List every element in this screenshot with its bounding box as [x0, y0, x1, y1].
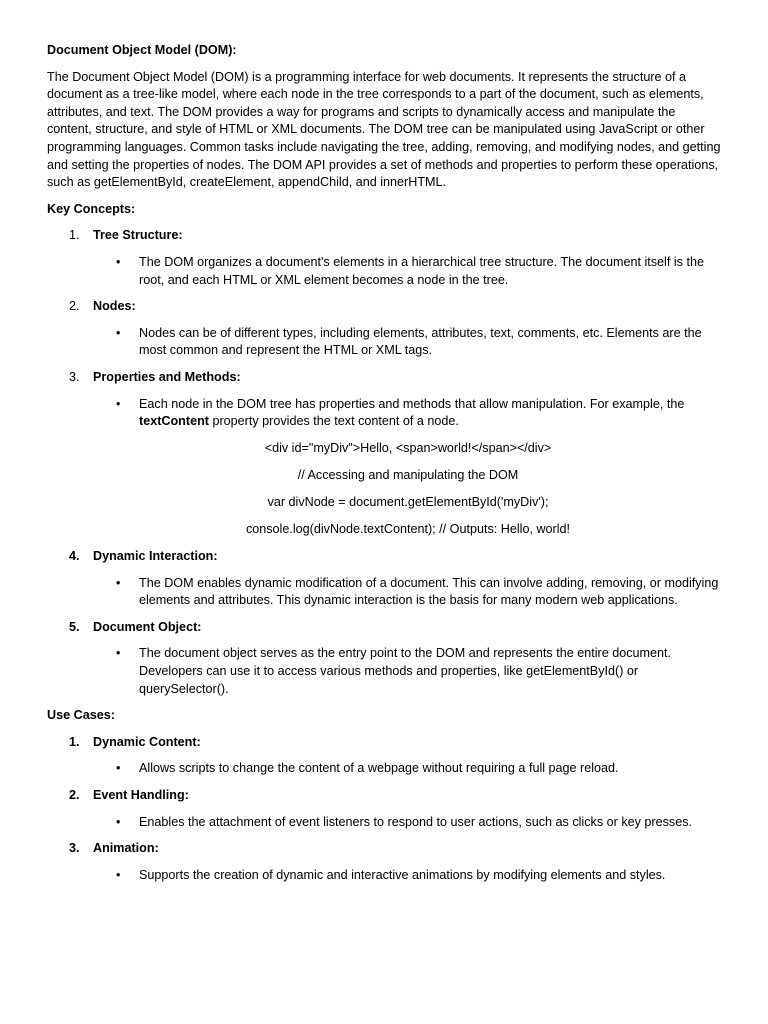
list-number: 2.	[69, 788, 80, 802]
intro-paragraph: The Document Object Model (DOM) is a programming interface for web documents. It represents the structure of a document as a tree-like model, where each node in the tree corresponds to a part of the document, such as elements, attributes, and text. The DOM provides a way for programs and scripts to dynamically access and manipulate the content, structure, and style of HTML or XML documents. The DOM tree can be manipulated using JavaScript or other programming languages. Common tasks include navigating the tree, adding, removing, and modifying nodes, and getting and setting the properties of nodes. The DOM API provides a set of methods and properties to perform these operations, such as getElementById, createElement, appendChild, and innerHTML.	[47, 69, 721, 190]
bullet-text: Supports the creation of dynamic and interactive animations by modifying elements and styles.	[139, 867, 666, 882]
list-number: 1.	[69, 228, 80, 243]
bullet-icon: •	[116, 761, 121, 776]
bullet-icon: •	[116, 814, 121, 829]
bullet-text: Nodes can be of different types, including elements, attributes, text, comments, etc. Elements are the most common and represent the HTML or XML tags.	[139, 325, 702, 358]
key-concept-label: Properties and Methods:	[93, 369, 241, 384]
code-line: var divNode = document.getElementById('myDiv');	[267, 494, 549, 509]
bullet-icon: •	[116, 325, 121, 340]
list-number: 5.	[69, 619, 80, 634]
key-concept-label: Dynamic Interaction:	[93, 549, 218, 564]
key-concept-label: Tree Structure:	[93, 228, 183, 243]
code-line: <div id="myDiv">Hello, <span>world!</span></div>	[264, 440, 552, 455]
key-concept-label: Document Object:	[93, 619, 202, 634]
list-number: 1.	[69, 734, 80, 749]
use-case-item	[47, 787, 723, 805]
bullet-icon: •	[116, 254, 121, 269]
key-concept-item	[47, 369, 723, 387]
code-line: // Accessing and manipulating the DOM	[297, 467, 519, 482]
bullet-icon: •	[116, 575, 121, 590]
use-case-item	[47, 840, 723, 858]
bullet-text: The DOM enables dynamic modification of a document. This can involve adding, removing, or modifying elements and attributes. This dynamic interaction is the basis for many modern web applications.	[139, 575, 719, 608]
list-number: 2.	[69, 299, 80, 314]
use-cases-heading: Use Cases:	[47, 708, 115, 723]
key-concept-label: Nodes:	[93, 299, 136, 314]
key-concept-item	[47, 227, 723, 245]
bullet-item	[47, 645, 723, 698]
bullet-icon: •	[116, 867, 121, 882]
bullet-text-bold: textContent	[139, 414, 209, 429]
key-concepts-heading: Key Concepts:	[47, 201, 136, 216]
list-number: 4.	[69, 549, 80, 564]
bullet-item	[47, 325, 723, 360]
key-concept-item	[47, 548, 723, 566]
bullet-text-before: Each node in the DOM tree has properties and methods that allow manipulation. For example, the	[139, 396, 685, 411]
use-case-label: Dynamic Content:	[93, 734, 201, 749]
bullet-item	[47, 867, 723, 885]
bullet-icon: •	[116, 646, 121, 661]
use-case-label: Event Handling:	[93, 788, 189, 802]
key-concept-item	[47, 298, 723, 316]
use-case-item	[47, 734, 723, 752]
list-number: 3.	[69, 369, 80, 384]
bullet-text: Enables the attachment of event listeners to respond to user actions, such as clicks or key presses.	[139, 814, 693, 829]
document-title: Document Object Model (DOM):	[47, 43, 237, 57]
key-concept-item	[47, 619, 723, 637]
use-case-label: Animation:	[93, 841, 159, 856]
document-page	[47, 42, 723, 893]
bullet-item	[47, 575, 723, 610]
bullet-item	[47, 814, 723, 832]
bullet-text: The DOM organizes a document's elements in a hierarchical tree structure. The document itself is the root, and each HTML or XML element becomes a node in the tree.	[139, 254, 704, 287]
bullet-icon: •	[116, 396, 121, 411]
bullet-item	[47, 396, 723, 431]
list-number: 3.	[69, 841, 80, 856]
bullet-item	[47, 760, 723, 778]
bullet-text: The document object serves as the entry point to the DOM and represents the entire document. Developers can use it to access various methods and properties, like getElementById() or querySelector().	[139, 646, 672, 696]
code-line: console.log(divNode.textContent); // Outputs: Hello, world!	[245, 521, 571, 536]
bullet-text-after: property provides the text content of a node.	[208, 414, 459, 429]
bullet-text: Allows scripts to change the content of a webpage without requiring a full page reload.	[139, 761, 619, 776]
bullet-item	[47, 254, 723, 289]
